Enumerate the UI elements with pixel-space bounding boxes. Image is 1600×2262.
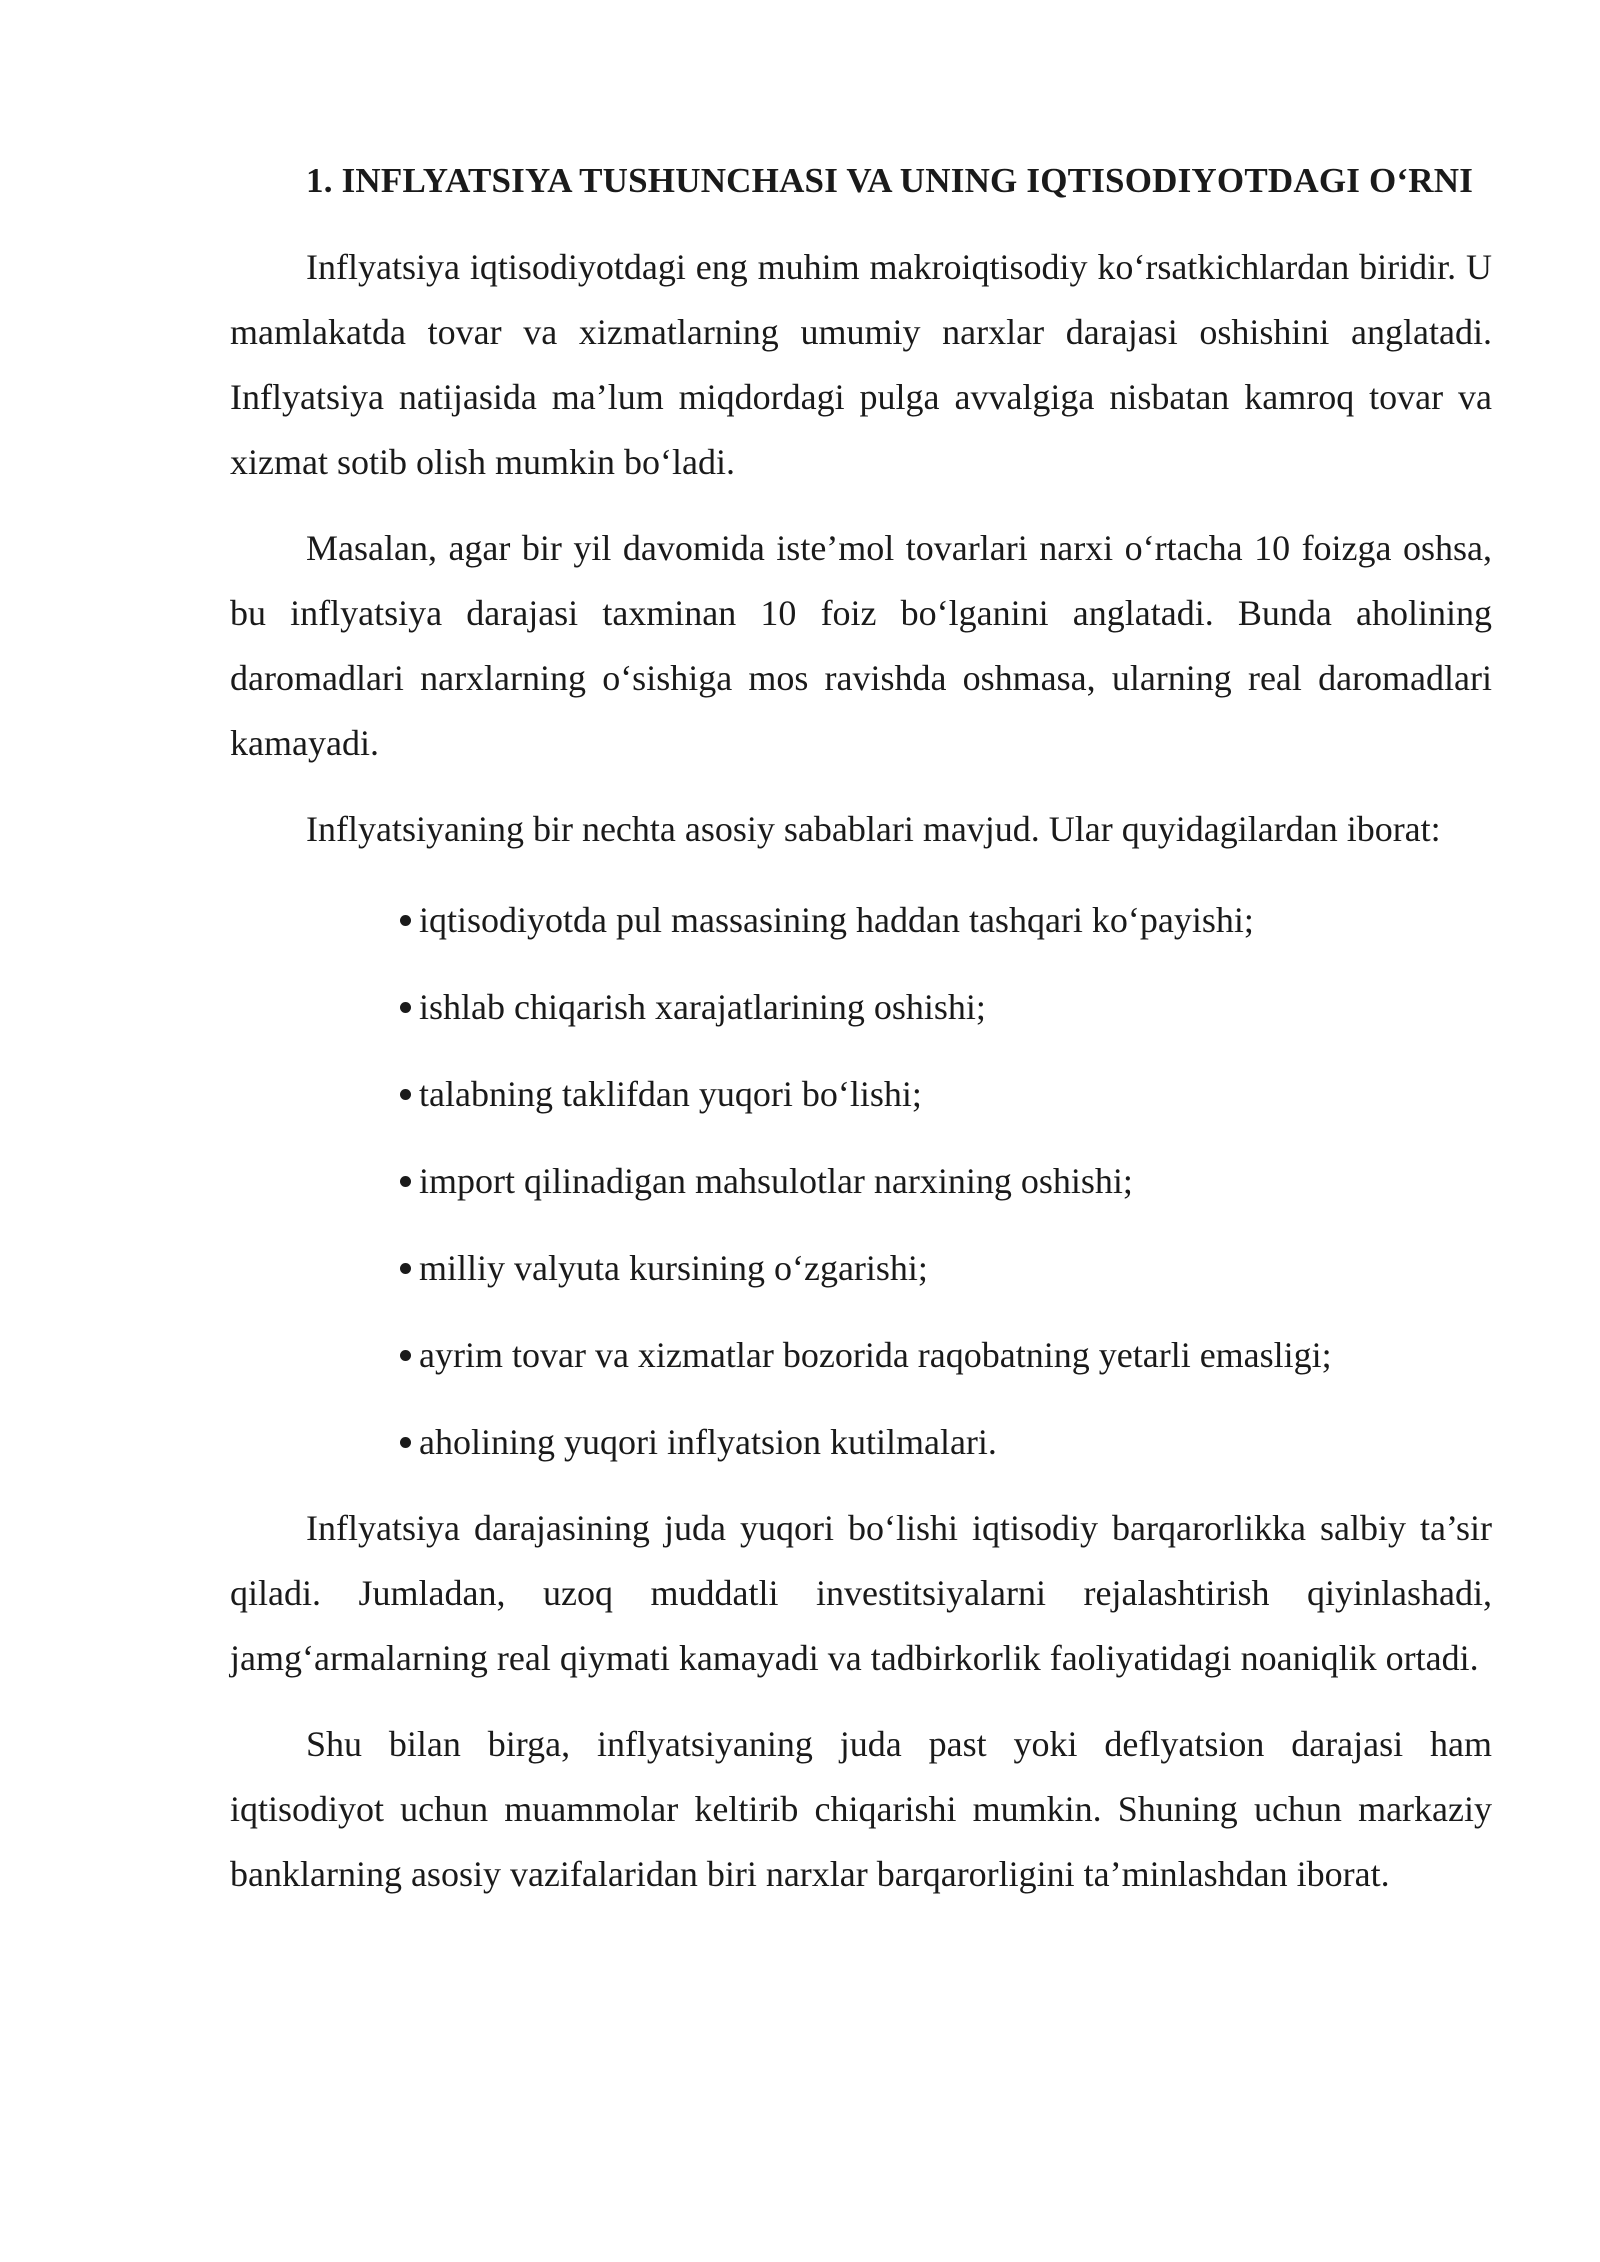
document-page [230,148,1492,1928]
bullet-icon [400,1002,411,1013]
list-item [400,1410,1492,1475]
paragraph-definition: Inflyatsiya iqtisodiyotdagi eng muhim makroiqtisodiy ko‘rsatkichlardan biridir. U mamlakatda tovar va xizmatlarning umumiy narxlar darajasi oshishini anglatadi. Inflyatsiya natijasida ma’lum miqdordagi pulga avvalgiga nisbatan kamroq tovar va xizmat sotib olish mumkin bo‘ladi. [230,247,1492,482]
list-item [400,1062,1492,1149]
paragraph-example: Masalan, agar bir yil davomida iste’mol tovarlari narxi o‘rtacha 10 foizga oshsa, bu inflyatsiya darajasi taxminan 10 foiz bo‘lganini anglatadi. Bunda aholining daromadlari narxlarning o‘sishiga mos ravishda oshmasa, ularning real daromadlari kamayadi. [230,528,1492,763]
paragraph-causes-intro: Inflyatsiyaning bir nechta asosiy sabablari mavjud. Ular quyidagilardan iborat: [306,809,1441,849]
section-heading: 1. INFLYATSIYA TUSHUNCHASI VA UNING IQTISODIYOTDAGI O‘RNI [306,161,1474,200]
bullet-icon [400,1089,411,1100]
list-item-text: aholining yuqori inflyatsion kutilmalari. [419,1422,997,1462]
bullet-icon [400,1263,411,1274]
list-item-text: iqtisodiyotda pul massasining haddan tashqari ko‘payishi; [419,900,1254,940]
list-item-text: talabning taklifdan yuqori bo‘lishi; [419,1074,922,1114]
list-item-text: ishlab chiqarish xarajatlarining oshishi; [419,987,986,1027]
paragraph-deflation: Shu bilan birga, inflyatsiyaning juda past yoki deflyatsion darajasi ham iqtisodiyot uchun muammolar keltirib chiqarishi mumkin. Shuning uchun markaziy banklarning asosiy vazifalaridan biri narxlar barqarorligini ta’minlashdan iborat. [230,1724,1492,1894]
list-item-text: import qilinadigan mahsulotlar narxining oshishi; [419,1161,1133,1201]
list-item [400,1236,1492,1323]
paragraph-consequences: Inflyatsiya darajasining juda yuqori bo‘lishi iqtisodiy barqarorlikka salbiy ta’sir qiladi. Jumladan, uzoq muddatli investitsiyalarni rejalashtirish qiyinlashadi, jamg‘armalarning real qiymati kamayadi va tadbirkorlik faoliyatidagi noaniqlik ortadi. [230,1508,1492,1678]
list-item-text: ayrim tovar va xizmatlar bozorida raqobatning yetarli emasligi; [419,1335,1332,1375]
bullet-icon [400,1176,411,1187]
bullet-icon [400,1437,411,1448]
list-item-text: milliy valyuta kursining o‘zgarishi; [419,1248,928,1288]
list-item [400,1149,1492,1236]
causes-list [230,888,1492,1475]
bullet-icon [400,915,411,926]
bullet-icon [400,1350,411,1361]
list-item [400,975,1492,1062]
list-item [400,888,1492,975]
list-item [400,1323,1492,1410]
